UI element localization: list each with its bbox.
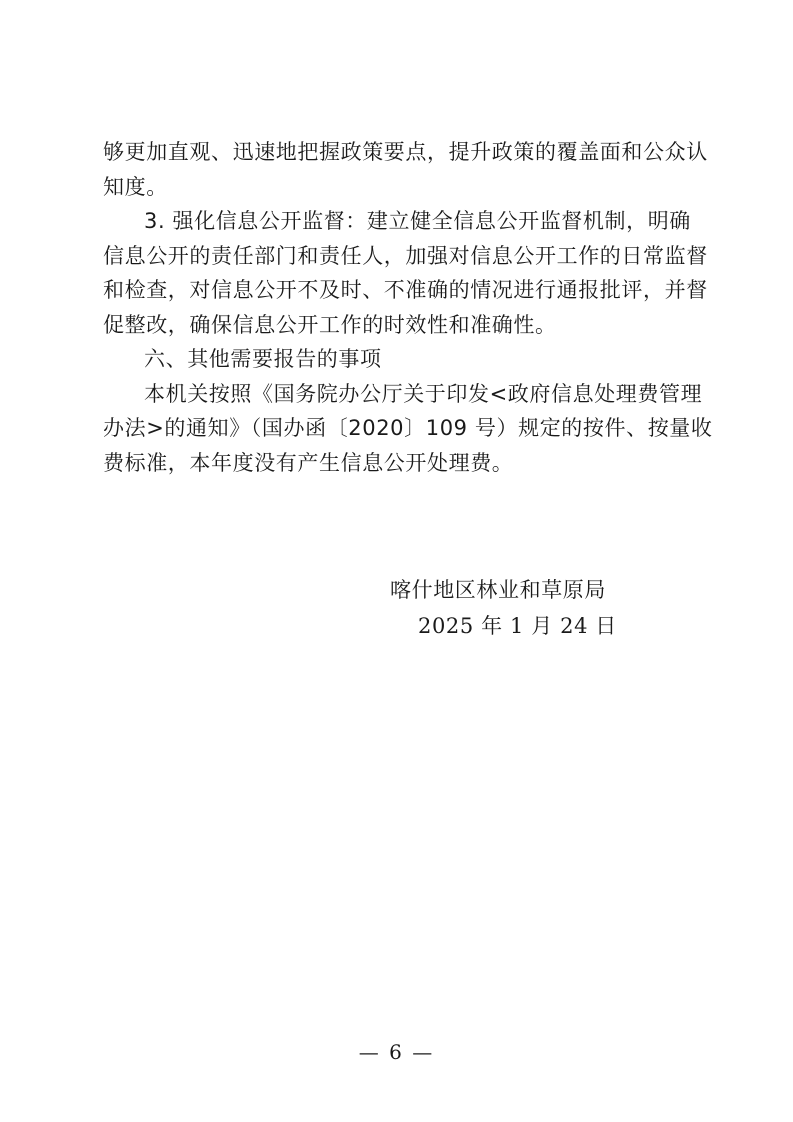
text-line: 费标准，本年度没有产生信息公开处理费。 xyxy=(103,450,514,475)
text-line: 本机关按照《国务院办公厅关于印发<政府信息处理费管理 xyxy=(144,381,703,406)
section-heading-other-matters xyxy=(103,342,703,377)
document-body xyxy=(103,135,713,480)
text-line: 促整改，确保信息公开工作的时效性和准确性。 xyxy=(103,312,557,337)
signature-block xyxy=(390,572,650,644)
text-line: 办法>的通知》（国办函〔2020〕109 号）规定的按件、按量收 xyxy=(103,416,713,440)
signature-date: 2025 年 1 月 24 日 xyxy=(418,614,617,638)
paragraph-policy-continuation xyxy=(103,135,708,204)
page-number: — 6 — xyxy=(358,1040,435,1064)
signature-organization: 喀什地区林业和草原局 xyxy=(390,578,606,602)
paragraph-processing-fee xyxy=(103,377,713,481)
text-line: 六、其他需要报告的事项 xyxy=(144,347,382,371)
text-line: 3. 强化信息公开监督：建立健全信息公开监督机制，明确 xyxy=(144,209,691,233)
text-line: 信息公开的责任部门和责任人，加强对信息公开工作的日常监督 xyxy=(103,243,708,268)
text-line: 和检查，对信息公开不及时、不准确的情况进行通报批评，并督 xyxy=(103,278,708,302)
text-line: 够更加直观、迅速地把握政策要点，提升政策的覆盖面和公众认 xyxy=(103,140,708,164)
paragraph-supervision xyxy=(103,204,708,342)
text-line: 知度。 xyxy=(103,174,168,199)
